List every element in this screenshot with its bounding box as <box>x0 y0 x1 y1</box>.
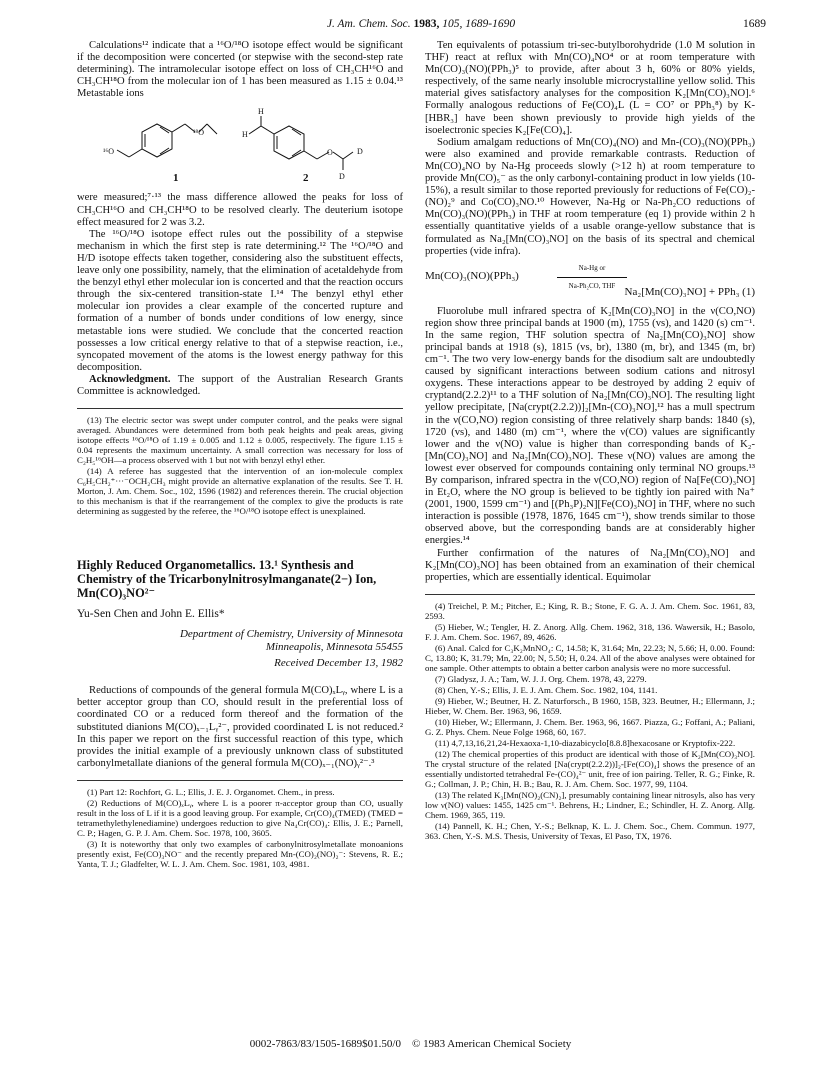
footnote-list <box>425 601 755 841</box>
right-column <box>425 40 755 842</box>
oxygen-label-2: O <box>327 148 333 158</box>
arrow-below-label: Na-Ph₂CO, THF <box>568 281 616 290</box>
acknowledgment-text: The support of the Australian Research Grants Committee is acknowledged. <box>77 373 403 397</box>
page-footer <box>0 1038 821 1050</box>
footnote: (11) 4,7,13,16,21,24-Hexaoxa-1,10-diazabicyclo[8.8.8]hexacosane or Kryptofix-222. <box>435 737 736 748</box>
journal-year: 1983, <box>413 18 440 30</box>
body-paragraph: Ten equivalents of potassium tri-sec-butylborohydride (1.0 M solution in THF) react at reflux with Mn(CO)₄NO⁴ or at room temperature with Mn(CO)₃(NO)(PPh₃)⁵ to provide, after about 3 h, 60% or 80% yields, respectively, of the same nearly insoluble microcrystalline yellow solid. This material gives satisfactory analyses for the composition K₂[Mn(CO)₃NO].⁶ Formally analogous reductions of Fe(CO)₄L (L = CO⁷ or PPh₃⁸) by K-[HBR₃] have been shown previously to provide high yields of the isoelectronic species K₂[Fe(CO)₄]. <box>425 40 755 136</box>
page-number: 1689 <box>743 18 766 30</box>
footnote: (5) Hieber, W.; Tengler, H. Z. Anorg. Allg. Chem. 1962, 318, 136. Wawersik, H.; Basolo, F. J. Am. Chem. Soc. 1967, 89, 4626. <box>425 621 755 642</box>
footnote: (8) Chen, Y.-S.; Ellis, J. E. J. Am. Chem. Soc. 1982, 104, 1141. <box>435 684 658 695</box>
received-date: Received December 13, 1982 <box>274 657 403 670</box>
footnote: (4) Treichel, P. M.; Pitcher, E.; King, R. B.; Stone, F. G. A. J. Am. Chem. Soc. 1961, 83, 2593. <box>425 600 755 621</box>
journal-citation <box>76 18 766 30</box>
body-paragraph: The ¹⁶O/¹⁸O isotope effect rules out the possibility of a stepwise mechanism in which the first step is rate determining.¹² The ¹⁶O/¹⁸O and H/D isotope effects taken together, considering also the substituent effects, leave only one possibility, namely, that the elimination of acetaldehyde from the benzyl ethyl ether molecular ion is concerted and that the reaction occurs through the six-centered transition-state I.¹⁴ The benzyl ethyl ether molecular ion provides a clear example of the concerted rupture and formation of a number of bonds under conditions of low energy, since metastable ions were studied. We conclude that the concerted reaction possesses a low critical energy relative to that of a stepwise reaction, i.e., syncopated movement of the atoms is the lowest energy pathway for this decomposition. <box>77 228 403 373</box>
footnote: (2) Reductions of M(CO)ₓLᵧ, where L is a poorer π-acceptor group than CO, usually result in the loss of L if it is a good leaving group. For example, Cr(CO)₄(TMED) (TMED = tetramethylethylenediamine) undergoes reduction to give Na₄Cr(CO)₄: Ellis, J. E.; Parnell, C. P.; Hagen, G. P. J. Am. Chem. Soc. 1978, 100, 3605. <box>77 797 403 838</box>
hydrogen-label: H <box>258 107 264 117</box>
copyright-notice: © 1983 American Chemical Society <box>411 1038 572 1050</box>
chemical-structures-drawing <box>77 104 403 190</box>
footnote: (7) Gladysz, J. A.; Tam, W. J. J. Org. Chem. 1978, 43, 2279. <box>435 673 647 684</box>
footnote: (13) The electric sector was swept under computer control, and the peaks were signal averaged. Abundances were determined from both peak heights and peak areas, giving isotope effects ¹⁶O/¹⁸O of 1.19 ± 0.005 and 1.12 ± 0.005, respectively. The figure 1.15 ± 0.04 represents the maximum uncertainty. A small correction was necessary for loss of C₂H₅¹⁶OH—a process observed with 1 but not with benzyl ethyl ether. <box>77 415 403 466</box>
compound-label-2: 2 <box>303 172 309 185</box>
left-column <box>77 40 403 870</box>
affiliation-department: Department of Chemistry, University of Minnesota <box>179 628 403 641</box>
affiliation <box>77 628 403 654</box>
acknowledgment <box>77 374 403 398</box>
footnote: (10) Hieber, W.; Ellermann, J. Chem. Ber. 1963, 96, 1667. Piazza, G.; Foffani, A.; Paliani, G. Z. Phys. Chem. Neue Folge 1968, 60, 167. <box>425 716 755 737</box>
footnote: (12) The chemical properties of this product are identical with those of K₂[Mn(CO)₃NO]. The crystal structure of the related [Na(crypt(2.2.2))]₂-[Fe(CO)₄] shows the presence of an essentially undistorted tetrahedral Fe-(CO)₄²⁻ unit, free of ion pairing. Teller, R. G.; Finke, R. G.; Collman, J. P.; Chin, H. B.; Bau, R. J. Am. Chem. Soc. 1977, 99, 1104. <box>425 748 755 789</box>
running-header <box>76 18 766 34</box>
footnote: (13) The related K₃[Mn(NO)₂(CN)₂], presumably containing linear nitrosyls, also has very low ν(NO) values: 1455, 1425 cm⁻¹. Behrens, H.; Lindner, E.; Schindler, H. Z. Anorg. Allg. Chem. 1969, 365, 119. <box>425 789 755 820</box>
body-paragraph: were measured;⁷·¹³ the mass difference allowed the peaks for loss of CH₃CH¹⁶O and CH₃CH¹⁸O to be resolved clearly. The deuterium isotope effect measured for 2 was 3.2. <box>77 192 403 228</box>
body-paragraph: Reductions of compounds of the general formula M(CO)ₓLᵧ, where L is a better acceptor group than CO, should result in the preferential loss of coordinated CO or a reduced form thereof and the formation of the substituted dianions M(CO)ₓ₋₁Lᵧ²⁻, provided coordinated L is not reduced.² In this paper we report on the first successful reaction of this type, which provides the initial example of a previously unknown class of substituted carbonylmetallate dianions of the general formula M(CO)ₓ₋₁(NO)ᵧ²⁻.³ <box>77 685 403 769</box>
body-paragraph: Further confirmation of the natures of Na₂[Mn(CO)₃NO] and K₂[Mn(CO)₃NO] has been obtained from an examination of their chemical properties, which are essentially identical. Equimolar <box>425 547 755 583</box>
body-paragraph: Calculations¹² indicate that a ¹⁶O/¹⁸O isotope effect would be significant if the decomposition were concerted (or stepwise with the second-step rate determining). The intramolecular isotope effect on loss of CH₃CH¹⁶O and CH₃CH¹⁸O from the molecular ion of 1 has been measured as 1.15 ± 0.04.¹³ Metastable ions <box>77 40 403 100</box>
compound-label-1: 1 <box>173 172 179 185</box>
footnote: (14) A referee has suggested that the intervention of an ion-molecule complex C₆H₅CH₂⁺···⁻OCH₂CH₃ might provide an alternative explanation of the results. See T. H. Morton, J. Am. Chem. Soc., 102, 1596 (1982) and references therein. The crucial objection to this mechanism is that if the rearrangement of the complex to give the products is rate determining as suggested by the referee, the ¹⁶O/¹⁸O isotope effect is unexplained. <box>77 466 403 517</box>
arrow-above-label: Na-Hg or <box>578 263 606 272</box>
footnote: (1) Part 12: Rochfort, G. L.; Ellis, J. E. J. Organomet. Chem., in press. <box>87 786 335 797</box>
footnote-divider <box>425 594 755 595</box>
reaction-arrow <box>557 262 627 293</box>
equation-products: Na₂[Mn(CO)₃NO] + PPh₃ (1) <box>624 285 755 298</box>
journal-name: J. Am. Chem. Soc. <box>326 18 411 30</box>
journal-volume-pages: 105, 1689-1690 <box>442 18 516 30</box>
footnote: (6) Anal. Calcd for C₃K₂MnNO₄: C, 14.58; K, 31.64; Mn, 22.23; N, 5.66; H, 0.00. Found: C, 13.80; K, 31.79; Mn, 22.00; N, 5.50; H, 0.24. All of the above analyses were obtained for one sample. Other attempts to obtain a better carbon analysis were no more successful. <box>425 642 755 673</box>
body-paragraph: Sodium amalgam reductions of Mn(CO)₄(NO) and Mn-(CO)₃(NO)(PPh₃) were also examined and provide remarkable contrasts. Reduction of Mn(CO)₄NO by Na-Hg proceeds slowly (>12 h) at room temperature to provide Mn(CO)₅⁻ as the only carbonyl-containing product in low yields (10-15%), a result similar to those reported previously for reductions of Fe(CO)₂-(NO)₂⁹ and Co(CO)₃NO.¹⁰ However, Na-Hg or Na-Ph₂CO reductions of Mn(CO)₃(NO)(PPh₃) in THF at room temperature (eq 1) provide within 2 h essentially quantitative yields of a usable orange-yellow substance that is formulated as Na₂[Mn(CO)₃NO] on the basis of its spectral and chemical properties (vide infra). <box>425 136 755 257</box>
deuterium-label-2: D <box>339 172 345 182</box>
arrow-line <box>557 277 627 278</box>
affiliation-city: Minneapolis, Minnesota 55455 <box>265 641 403 654</box>
footnote-divider <box>77 408 403 409</box>
issn-code: 0002-7863/83/1505-1689$01.50/0 <box>249 1038 401 1050</box>
footnote-divider <box>77 780 403 781</box>
oxygen-18-label: ¹⁸O <box>193 128 204 138</box>
equation-1 <box>425 262 755 302</box>
article-title: Highly Reduced Organometallics. 13.¹ Synthesis and Chemistry of the Tricarbonylnitrosylmanganate(2−) Ion, Mn(CO)₃NO²⁻ <box>77 558 377 601</box>
article-authors: Yu-Sen Chen and John E. Ellis* <box>77 608 225 621</box>
hydrogen-label-2: H <box>242 130 248 140</box>
equation-reactant: Mn(CO)₃(NO)(PPh₃) <box>425 269 519 282</box>
structure-figure <box>77 104 403 190</box>
acknowledgment-label: Acknowledgment. <box>89 373 171 385</box>
footnote: (14) Pannell, K. H.; Chen, Y.-S.; Belknap, K. L. J. Chem. Soc., Chem. Commun. 1977, 363. Chen, Y.-S. M.S. Thesis, University of Texas, El Paso, TX, 1976. <box>425 820 755 841</box>
footnote: (3) It is noteworthy that only two examples of carbonylnitrosylmetallate monoanions presently exist, Fe(CO)₃NO⁻ and the recently prepared Mn-(CO)₂(NO)₂⁻: Stevens, R. E.; Yanta, T. J.; Gladfelter, W. L. J. Am. Chem. Soc. 1981, 103, 4981. <box>77 838 403 869</box>
oxygen-16-label: ¹⁶O <box>103 147 114 157</box>
body-paragraph: Fluorolube mull infrared spectra of K₂[Mn(CO)₃NO] in the ν(CO,NO) region show three principal bands at 1900 (m), 1755 (vs), and 1420 (s) cm⁻¹. In the same region, THF solution spectra of Na₂[Mn(CO)₃NO] show principal bands at 1918 (s), 1815 (vs, br), 1380 (m, br), and 1345 (m, br) cm⁻¹. The two very low-energy bands for the disodium salt are undoubtedly caused by significant interactions between sodium cations and nitrosyl oxygens. These interactions appear to be destroyed by adding 2 equiv of cryptand(2.2.2)¹¹ to a THF solution of Na₂[Mn(CO)₃NO]. The resulting light yellow precipitate, [Na(crypt(2.2.2))]₂[Mn-(CO)₃NO],¹² has a mull spectrum in the ν(CO,NO) region consisting of three relatively sharp bands: 1840 (s), 1720 (vs), and 1480 (m) cm⁻¹, where the ν(CO) values are significantly lower and the ν(NO) value is higher than corresponding bands of K₂-[Mn(CO)₃NO] and Na₂[Mn(CO)₃NO]. These ν(NO) values are among the lowest ever observed for compounds containing only terminal NO groups.¹³ By comparison, infrared spectra in the ν(CO,NO) region of Na[Fe(CO)₃NO] in Et₂O, where the NO group is believed to be tightly ion paired with Na⁺ (2001, 1900, 1599 cm⁻¹) and [(Ph₃P)₂N][Fe(CO)₃NO] in THF, where no such interaction is possible (1978, 1876, 1645 cm⁻¹), show trends similar to those observed above, but the corresponding bands are at considerably higher energies.¹⁴ <box>425 305 755 547</box>
footnote: (9) Hieber, W.; Beutner, H. Z. Naturforsch., B 1960, 15B, 323. Beutner, H.; Ellermann, J.; Hieber, W. Chem. Ber. 1963, 96, 1659. <box>425 695 755 716</box>
deuterium-label: D <box>357 147 363 157</box>
